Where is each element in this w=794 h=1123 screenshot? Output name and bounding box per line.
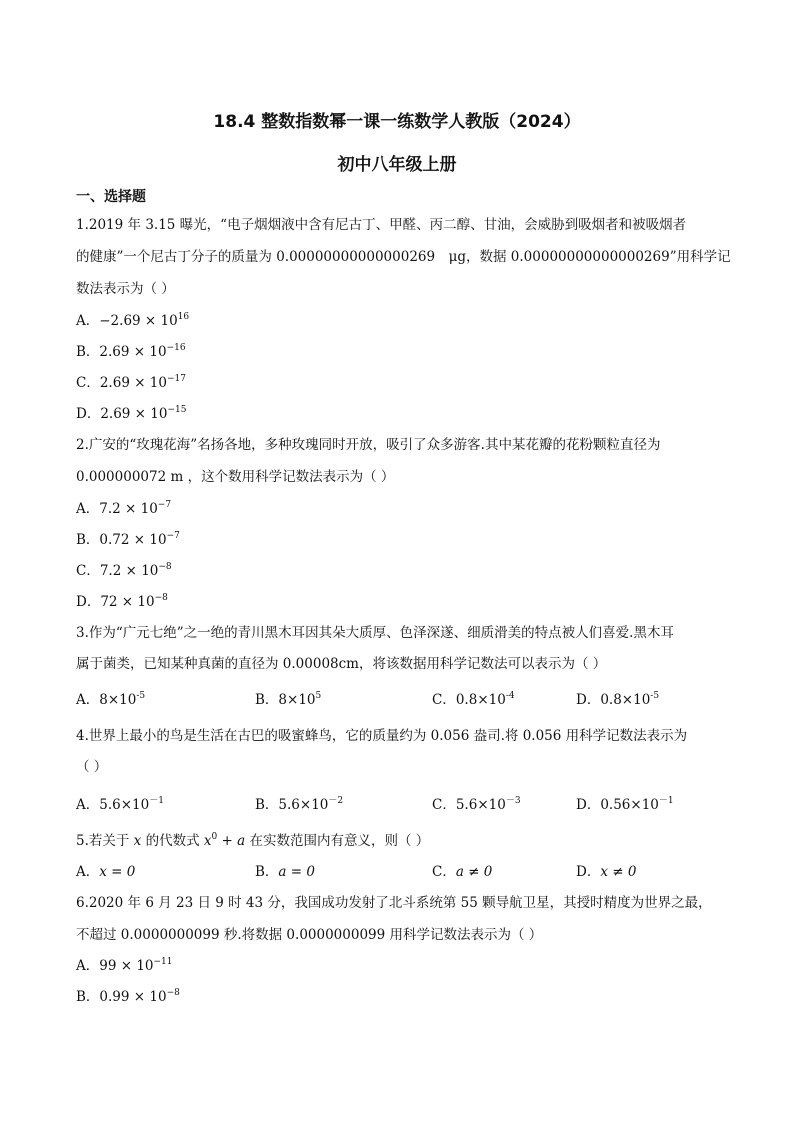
option-label: C． (432, 692, 456, 708)
option-label: C． (432, 864, 456, 880)
option-label: D． (76, 594, 101, 610)
option-mantissa: 0.56×10 (600, 797, 659, 813)
option-exponent: −7 (166, 531, 180, 541)
option-mantissa: 5.6×10 (278, 797, 329, 813)
q6-text-line2: 不超过 0.0000000099 秒.将数据 0.0000000099 用科学记数法表示为（ ） (76, 927, 543, 943)
q2-text-line1: 2.广安的“玫瑰花海”名扬各地，多种玫瑰同时开放，吸引了众多游客.其中某花瓣的花粉颗粒直径为 (76, 437, 661, 453)
option-label: D． (76, 406, 101, 422)
option-label: A． (76, 313, 100, 329)
q1-text-line3: 数法表示为（ ） (76, 281, 175, 297)
q3-text-line1: 3.作为“广元七绝”之一绝的青川黑木耳因其朵大质厚、色泽深遂、细质滑美的特点被人们喜爱.黑木耳 (76, 625, 674, 641)
q3-option-d (576, 691, 659, 709)
option-mantissa: 7.2 × 10 (99, 563, 159, 579)
option-exponent: -5 (136, 691, 146, 701)
option-mantissa: 5.6×10 (99, 797, 150, 813)
option-label: C． (76, 375, 100, 391)
option-label: C． (76, 563, 100, 579)
q4-text-line2: （ ） (76, 759, 108, 775)
q5-text (76, 832, 736, 850)
option-exponent: −8 (158, 562, 172, 572)
option-label: D． (576, 864, 601, 880)
option-exponent: －2 (328, 796, 344, 806)
q3-option-c (432, 691, 515, 709)
option-expression: x = 0 (99, 864, 136, 880)
q2-option-c (76, 562, 172, 580)
q2-text-line2: 0.000000072 m ，这个数用科学记数法表示为（ ） (76, 469, 395, 485)
option-mantissa: 2.69 × 10 (99, 375, 167, 391)
q1-text-line1: 1.2019 年 3.15 曝光，“电子烟烟液中含有尼古丁、甲醛、丙二醇、甘油，会威胁到吸烟者和被吸烟者 (76, 217, 687, 233)
option-exponent: 16 (177, 312, 190, 322)
option-label: B． (255, 864, 279, 880)
option-label: C． (432, 797, 456, 813)
option-exponent: -4 (505, 691, 515, 701)
option-exponent: −7 (157, 500, 172, 510)
q2-option-a (76, 500, 171, 518)
option-exponent: −16 (166, 343, 186, 353)
q5-text-pre: 5.若关于 (76, 833, 134, 849)
q3-option-a (76, 691, 145, 709)
option-expression: a ≠ 0 (455, 864, 493, 880)
option-label: B． (76, 532, 100, 548)
option-label: A． (76, 958, 100, 974)
option-exponent: −11 (153, 957, 173, 967)
option-expression: x ≠ 0 (600, 864, 637, 880)
q4-option-c (432, 796, 521, 814)
q4-option-a (76, 796, 164, 814)
option-exponent: −17 (166, 374, 186, 384)
q1-option-a (76, 312, 189, 330)
q2-option-b (76, 531, 180, 549)
q3-text-line2: 属于菌类，已知某种真菌的直径为 0.00008cm，将该数据用科学记数法可以表示为（ ） (76, 656, 607, 672)
q5-expr-base: x (203, 833, 212, 849)
option-exponent: 5 (315, 691, 322, 701)
option-label: A． (76, 864, 100, 880)
q1-option-c (76, 374, 186, 392)
q4-option-b (255, 796, 343, 814)
q5-option-d (576, 863, 636, 881)
q1-option-d (76, 405, 186, 423)
document-title: 18.4 整数指数幂一课一练数学人教版（2024） (213, 112, 581, 132)
option-label: A． (76, 797, 100, 813)
q6-text-line1: 6.2020 年 6 月 23 日 9 时 43 分，我国成功发射了北斗系统第 55 颗导航卫星，其授时精度为世界之最， (76, 895, 712, 911)
option-mantissa: 99 × 10 (99, 958, 154, 974)
q3-option-b (255, 691, 321, 709)
option-mantissa: 8×10 (99, 692, 137, 708)
option-label: B． (255, 797, 279, 813)
document-subtitle: 初中八年级上册 (337, 155, 457, 175)
option-mantissa: 7.2 × 10 (99, 501, 158, 517)
option-mantissa: 5.6×10 (455, 797, 506, 813)
q1-option-b (76, 343, 186, 361)
option-mantissa: 8×10 (278, 692, 316, 708)
option-exponent: －1 (658, 796, 674, 806)
q5-option-b (255, 863, 315, 881)
option-mantissa: −2.69 × 10 (99, 313, 178, 329)
option-exponent: −8 (166, 988, 180, 998)
option-label: B． (76, 989, 100, 1005)
option-mantissa: 0.99 × 10 (99, 989, 167, 1005)
q1-text-line2: 的健康”一个尼古丁分子的质量为 0.00000000000000269 μg，数据 0.00000000000000269”用科学记 (76, 249, 731, 265)
option-label: A． (76, 501, 100, 517)
q6-option-b (76, 988, 180, 1006)
option-mantissa: 2.69 × 10 (99, 344, 167, 360)
option-mantissa: 72 × 10 (100, 594, 155, 610)
option-label: B． (76, 344, 100, 360)
option-exponent: -5 (650, 691, 660, 701)
q4-option-d (576, 796, 674, 814)
q2-option-d (76, 593, 168, 611)
option-mantissa: 0.72 × 10 (99, 532, 167, 548)
option-exponent: －3 (505, 796, 521, 806)
option-exponent: −8 (154, 593, 168, 603)
q5-option-a (76, 863, 135, 881)
option-mantissa: 2.69 × 10 (100, 406, 168, 422)
option-mantissa: 0.8×10 (600, 692, 651, 708)
option-label: B． (255, 692, 279, 708)
section-heading: 一、选择题 (76, 189, 146, 205)
q5-text-post: 在实数范围内有意义，则（ ） (245, 833, 430, 849)
q5-text-mid: 的代数式 (141, 833, 204, 849)
q4-text-line1: 4.世界上最小的鸟是生活在古巴的吸蜜蜂鸟，它的质量约为 0.056 盎司.将 0.056 用科学记数法表示为 (76, 728, 688, 744)
q5-variable: x (133, 833, 142, 849)
option-label: A． (76, 692, 100, 708)
option-label: D． (576, 797, 601, 813)
q5-option-c (432, 863, 492, 881)
option-exponent: －1 (149, 796, 164, 806)
q5-expr-rest: + a (217, 833, 246, 849)
q6-option-a (76, 957, 173, 975)
option-mantissa: 0.8×10 (455, 692, 506, 708)
option-label: D． (576, 692, 601, 708)
option-exponent: −15 (167, 405, 187, 415)
option-expression: a = 0 (278, 864, 315, 880)
q5-expr-exponent: 0 (211, 832, 218, 842)
